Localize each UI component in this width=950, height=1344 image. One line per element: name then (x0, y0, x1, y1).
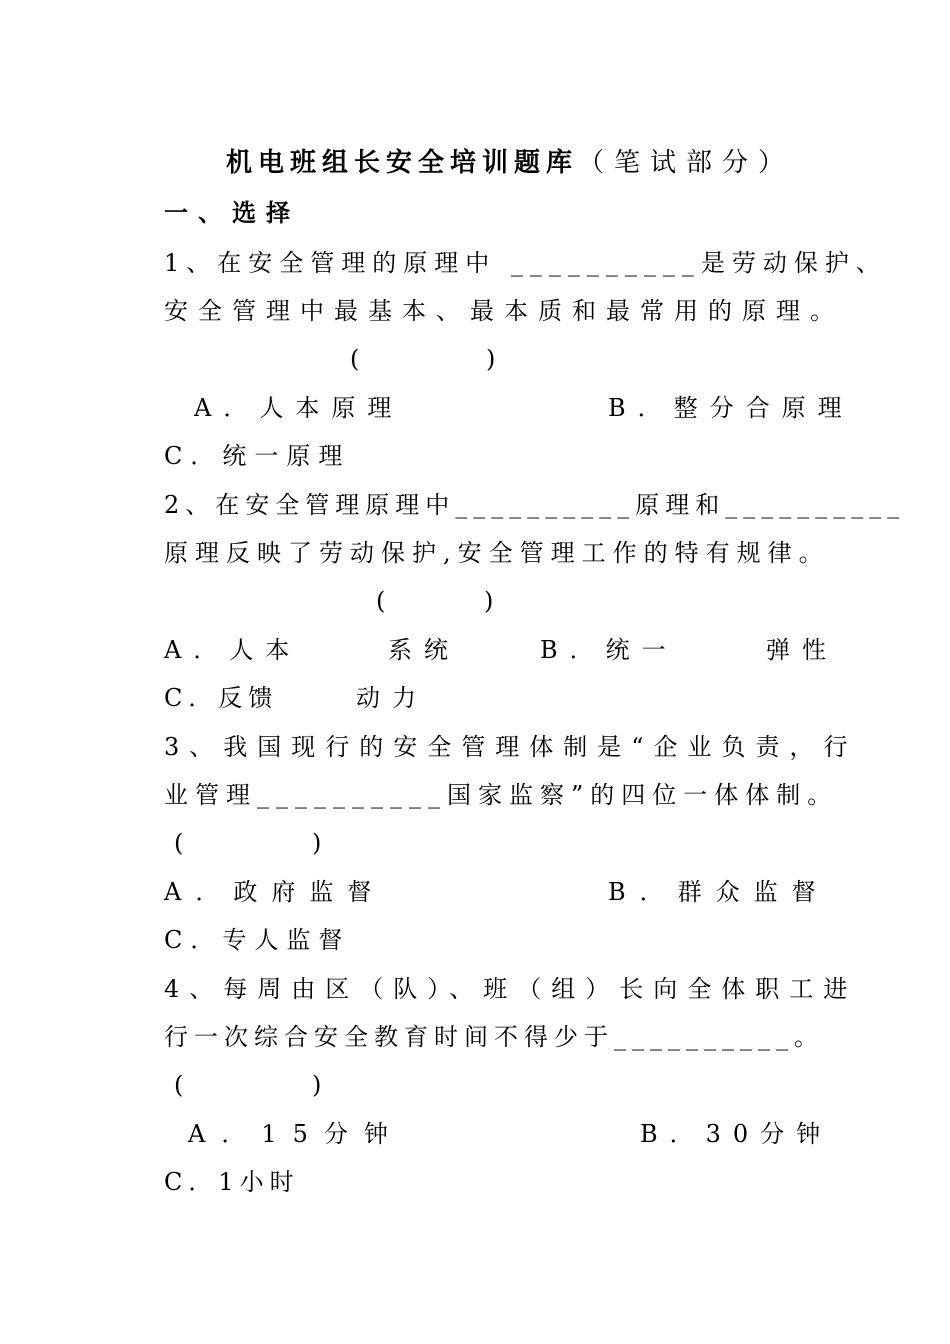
title-suffix: （笔试部分） (578, 148, 795, 178)
page-title (226, 148, 794, 178)
question-2-answer-open-paren: ( (376, 587, 386, 615)
question-4-answer-close-paren: ) (312, 1071, 322, 1099)
question-2-line-1: 2、在安全管理原理中__________原理和__________ (164, 491, 906, 519)
question-4-option-a: A．15分钟 (188, 1120, 404, 1148)
question-2-option-a-second: 系统 (388, 636, 460, 664)
question-1-answer-open-paren: ( (350, 345, 360, 373)
section-heading: 一、选择 (164, 199, 300, 227)
question-2-answer-close-paren: ) (484, 587, 494, 615)
question-2-option-b: B．统一 (540, 636, 678, 664)
question-1-line-2: 安全管理中最基本、最本质和最常用的原理。 (164, 297, 844, 325)
question-3-line-2: 业管理__________国家监察”的四位一体体制。 (164, 781, 839, 809)
question-2-line-2: 原理反映了劳动保护,安全管理工作的特有规律。 (164, 539, 830, 567)
question-3-answer-close-paren: ) (312, 829, 322, 857)
question-2-option-c: C．反馈 (164, 684, 279, 712)
question-4-option-c: C．1小时 (164, 1168, 300, 1196)
question-4-answer-open-paren: ( (174, 1071, 184, 1099)
question-3-option-c: C．专人监督 (164, 926, 351, 954)
question-4-line-1: 4、每周由区（队）、班（组）长向全体职工进 (164, 975, 858, 1003)
question-3-option-a: A．政府监督 (164, 878, 386, 906)
question-1-option-b: B．整分合原理 (608, 394, 854, 422)
question-1-answer-close-paren: ) (486, 345, 496, 373)
question-2-option-a: A．人本 (164, 636, 302, 664)
question-2-option-b-second: 弹性 (766, 636, 838, 664)
question-3-option-b: B．群众监督 (608, 878, 830, 906)
question-3-line-1: 3、我国现行的安全管理体制是“企业负责，行 (164, 733, 858, 761)
question-1-option-c: C．统一原理 (164, 442, 351, 470)
title-main: 机电班组长安全培训题库 (226, 148, 579, 178)
question-4-line-2: 行一次综合安全教育时间不得少于__________。 (164, 1023, 824, 1051)
question-3-answer-open-paren: ( (174, 829, 184, 857)
question-1-line-1: 1、在安全管理的原理中 __________是劳动保护、 (164, 249, 887, 277)
question-4-option-b: B．30分钟 (640, 1120, 833, 1148)
question-1-option-a: A．人本原理 (194, 394, 404, 422)
question-2-option-c-second: 动力 (356, 684, 428, 712)
